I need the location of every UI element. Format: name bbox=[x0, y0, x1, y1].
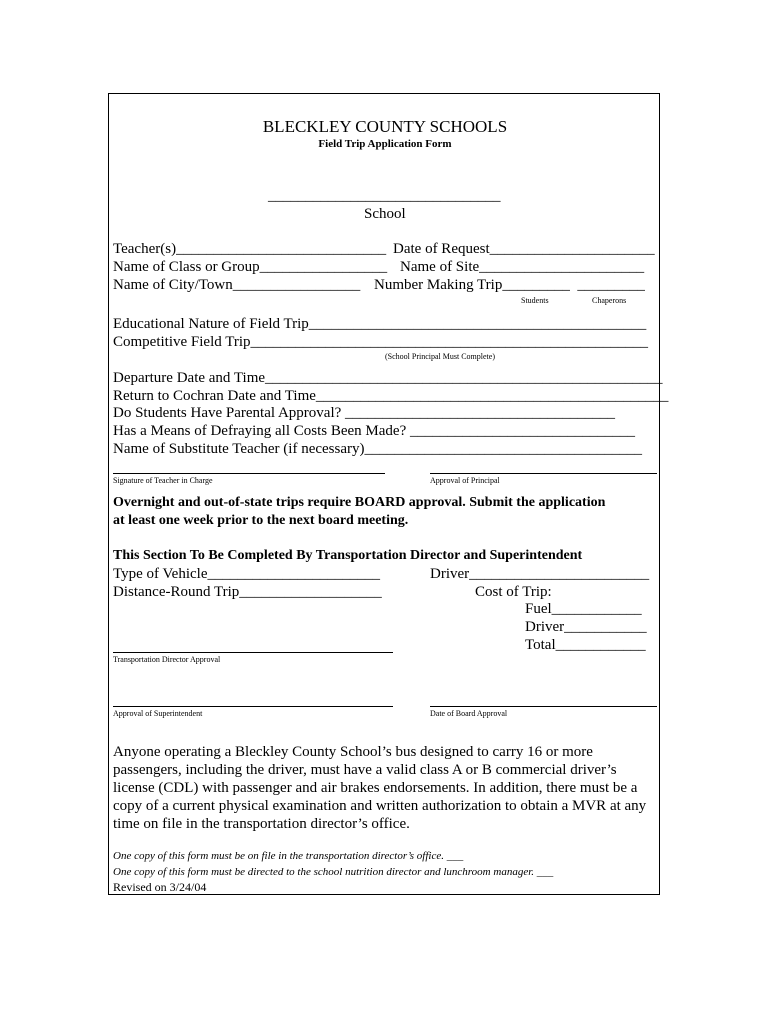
chaperons-label: Chaperons bbox=[592, 296, 627, 305]
departure-field[interactable]: Departure Date and Time_____________________________________________________ bbox=[113, 370, 663, 386]
name-of-site-field[interactable]: Name of Site______________________ bbox=[400, 259, 645, 275]
principal-signature-label: Approval of Principal bbox=[430, 476, 500, 485]
students-label: Students bbox=[521, 296, 549, 305]
board-approval-label: Date of Board Approval bbox=[430, 709, 508, 718]
date-of-request-field[interactable]: Date of Request______________________ bbox=[393, 241, 655, 257]
copy-nutrition-note: One copy of this form must be directed to the school nutrition director and lunchroom manager. ___ bbox=[113, 866, 554, 878]
driver-field[interactable]: Driver________________________ bbox=[430, 566, 650, 582]
cost-of-trip-label: Cost of Trip: bbox=[475, 584, 552, 600]
board-notice-line2: at least one week prior to the next board meeting. bbox=[113, 513, 409, 528]
fuel-cost-field[interactable]: Fuel____________ bbox=[525, 601, 642, 617]
director-approval-label: Transportation Director Approval bbox=[113, 655, 221, 664]
superintendent-approval-label: Approval of Superintendent bbox=[113, 709, 203, 718]
distance-field[interactable]: Distance-Round Trip___________________ bbox=[113, 584, 382, 600]
cdl-paragraph-line: passengers, including the driver, must have a valid class A or B commercial driver’s bbox=[113, 762, 617, 778]
director-signature-line[interactable] bbox=[113, 652, 393, 653]
class-or-group-field[interactable]: Name of Class or Group_________________ bbox=[113, 259, 388, 275]
cdl-paragraph-line: license (CDL) with passenger and air brakes endorsements. In addition, there must be a bbox=[113, 780, 638, 796]
total-cost-field[interactable]: Total____________ bbox=[525, 637, 646, 653]
teachers-field[interactable]: Teacher(s)____________________________ bbox=[113, 241, 387, 257]
copy-transport-note: One copy of this form must be on file in the transportation director’s office. ___ bbox=[113, 850, 464, 862]
revised-date: Revised on 3/24/04 bbox=[113, 880, 207, 894]
parental-approval-field[interactable]: Do Students Have Parental Approval? ____________________________________ bbox=[113, 405, 616, 421]
teacher-signature-label: Signature of Teacher in Charge bbox=[113, 476, 213, 485]
board-notice-line1: Overnight and out-of-state trips require BOARD approval. Submit the application bbox=[113, 495, 606, 510]
return-field[interactable]: Return to Cochran Date and Time_______________________________________________ bbox=[113, 388, 669, 404]
principal-note: (School Principal Must Complete) bbox=[385, 352, 495, 361]
transport-heading: This Section To Be Completed By Transportation Director and Superintendent bbox=[113, 548, 583, 563]
cdl-paragraph-line: Anyone operating a Bleckley County School’s bus designed to carry 16 or more bbox=[113, 744, 593, 760]
cdl-paragraph-line: copy of a current physical examination and written authorization to obtain a MVR at any bbox=[113, 798, 647, 814]
cdl-paragraph-line: time on file in the transportation director’s office. bbox=[113, 816, 410, 832]
competitive-field[interactable]: Competitive Field Trip_____________________________________________________ bbox=[113, 334, 649, 350]
board-approval-line[interactable] bbox=[430, 706, 657, 707]
superintendent-signature-line[interactable] bbox=[113, 706, 393, 707]
city-town-field[interactable]: Name of City/Town_________________ bbox=[113, 277, 361, 293]
teacher-signature-line[interactable] bbox=[113, 473, 385, 474]
school-blank[interactable]: _______________________________ bbox=[268, 188, 501, 204]
form-title: BLECKLEY COUNTY SCHOOLS bbox=[262, 117, 508, 136]
number-making-trip-field[interactable]: Number Making Trip_________ _________ bbox=[374, 277, 645, 293]
form-subtitle: Field Trip Application Form bbox=[318, 138, 452, 150]
vehicle-field[interactable]: Type of Vehicle_______________________ bbox=[113, 566, 380, 582]
defraying-costs-field[interactable]: Has a Means of Defraying all Costs Been Made? ______________________________ bbox=[113, 423, 635, 439]
educational-nature-field[interactable]: Educational Nature of Field Trip_____________________________________________ bbox=[113, 316, 647, 332]
driver-cost-field[interactable]: Driver___________ bbox=[525, 619, 647, 635]
school-label: School bbox=[364, 206, 406, 222]
principal-signature-line[interactable] bbox=[430, 473, 657, 474]
substitute-field[interactable]: Name of Substitute Teacher (if necessary)_____________________________________ bbox=[113, 441, 642, 457]
